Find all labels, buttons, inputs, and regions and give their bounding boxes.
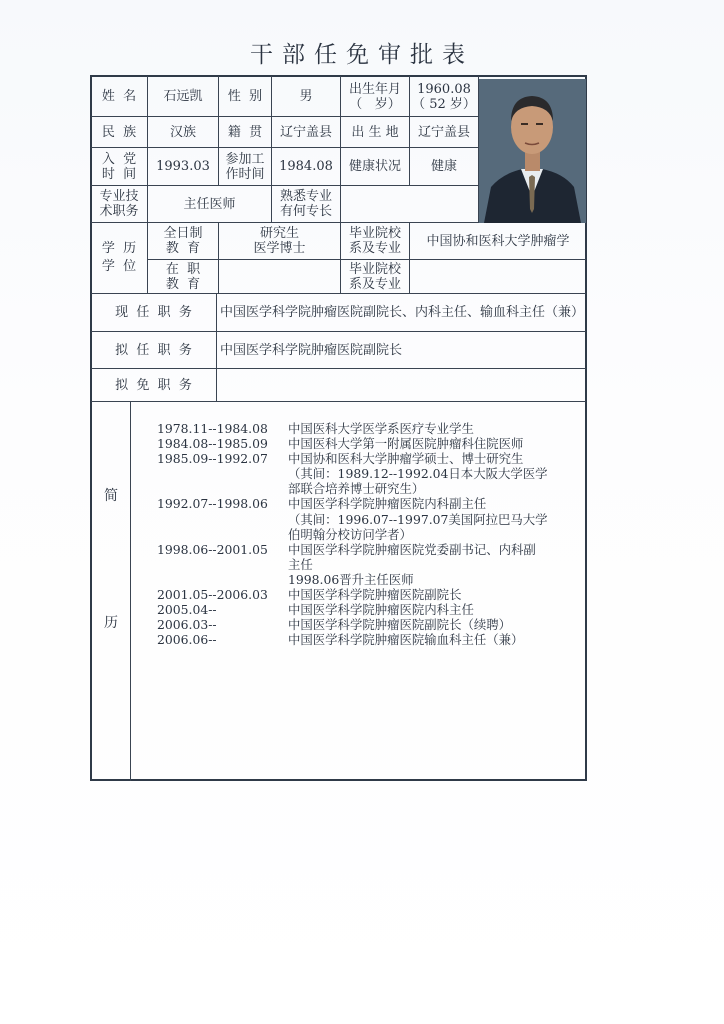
label-edu: 学 历 学 位 [101,241,137,274]
row-divider [91,401,586,402]
resume-entry [157,602,588,617]
resume-entry [157,496,588,511]
resume-text: 中国医学科学院肿瘤医院副院长（续聘） [288,617,512,633]
resume-text: 1998.06晋升主任医师 [288,571,414,587]
value-ethnicity: 汉族 [169,124,196,140]
resume-date: 2005.04-- [157,602,217,618]
resume-entry [157,587,588,602]
page-title: 干部任免审批表 [250,42,474,68]
value-name: 石远凯 [163,89,203,104]
resume-date [157,466,288,481]
resume-entry [157,632,588,647]
resume-entry [157,557,588,572]
label-birthplace: 出 生 地 [351,124,399,140]
label-name: 姓 名 [101,89,137,104]
resume-date: 1998.06--2001.05 [157,541,268,557]
value-birthplace: 辽宁盖县 [417,124,470,140]
label-party-join: 入 党 时 间 [101,151,137,182]
resume-text: 中国医科大学医学系医疗专业学生 [288,421,474,436]
resume-entry [157,481,588,496]
resume-text: 中国医学科学院肿瘤医院输血科主任（兼） [288,632,524,648]
value-remove-post [217,369,586,401]
label-gender: 性 别 [227,89,263,104]
label-school-2: 毕业院校 系及专业 [348,261,401,292]
label-resume-2: 历 [104,615,118,631]
label-ethnicity: 民 族 [101,124,137,140]
resume-date: 2006.06-- [157,632,217,648]
resume-entry [157,436,588,451]
resume-entry [157,542,588,557]
resume-date [157,512,288,527]
label-native-place: 籍 贯 [227,124,263,140]
value-native-place: 辽宁盖县 [279,124,332,140]
value-birth [410,77,478,116]
label-title-pro: 专业技 术职务 [99,189,139,219]
resume-entry [157,421,588,436]
label-birth [341,77,409,116]
label-inservice: 在 职 教 育 [165,261,201,292]
label-remove-post: 拟 免 职 务 [115,377,192,393]
resume-text: 伯明翰分校访问学者） [288,526,412,542]
value-fulltime-school: 中国协和医科大学肿瘤学 [426,233,570,249]
value-fulltime-degree: 研究生 医学博士 [253,226,306,256]
resume-date: 2001.05--2006.03 [157,587,268,603]
resume-entry [157,617,588,632]
resume-date [157,557,288,572]
resume-list [157,421,588,647]
value-expertise [341,186,478,222]
value-title-pro: 主任医师 [183,196,236,212]
resume-text: 部联合培养博士研究生） [288,481,425,497]
label-work-start: 参加工 作时间 [225,151,265,182]
value-health: 健康 [430,159,457,174]
label-health: 健康状况 [348,159,401,174]
resume-entry [157,466,588,481]
value-inservice-school [410,260,586,293]
resume-entry [157,572,588,587]
resume-entry [157,527,588,542]
resume-text: 中国医学科学院肿瘤医院内科副主任 [288,496,487,512]
resume-date: 1978.11--1984.08 [157,421,268,436]
portrait-illustration [479,79,586,223]
value-current-post: 中国医学科学院肿瘤医院副院长、内科主任、输血科主任（兼） [220,305,585,320]
value-work-start: 1984.08 [279,159,333,174]
value-gender: 男 [299,89,313,104]
label-resume-1: 简 [104,488,118,504]
label-current-post: 现 任 职 务 [115,305,192,320]
resume-entry [157,451,588,466]
portrait-photo [479,79,586,223]
label-school-1: 毕业院校 系及专业 [348,226,401,256]
resume-date [157,572,288,587]
resume-date: 1985.09--1992.07 [157,451,268,467]
label-fulltime: 全日制 教 育 [163,226,203,256]
label-expertise: 熟悉专业 有何专长 [279,189,332,219]
resume-text: 中国协和医科大学肿瘤学硕士、博士研究生 [288,451,524,467]
resume-date: 1992.07--1998.06 [157,496,268,512]
resume-text: （其间：1996.07--1997.07美国阿拉巴马大学 [288,511,548,527]
value-birth-date: 1960.08 [417,81,471,97]
value-party-join: 1993.03 [156,159,210,174]
resume-date [157,527,288,542]
value-inservice-degree [219,260,340,293]
col-divider [130,401,131,781]
resume-text: （其间：1989.12--1992.04日本大阪大学医学 [288,466,548,482]
value-proposed-post: 中国医学科学院肿瘤医院副院长 [220,342,403,358]
resume-date [157,481,288,496]
resume-text: 中国医科大学第一附属医院肿瘤科住院医师 [288,436,524,452]
resume-text: 中国医学科学院肿瘤医院副院长 [288,587,462,603]
resume-text: 中国医学科学院肿瘤医院党委副书记、内科副 [288,541,536,557]
resume-text: 中国医学科学院肿瘤医院内科主任 [288,602,474,618]
value-age: （ 52 岁） [412,96,476,112]
label-birth-age: （ 岁） [349,96,401,112]
resume-date: 1984.08--1985.09 [157,436,268,452]
label-birth-text: 出生年月 [348,81,401,97]
resume-date: 2006.03-- [157,617,217,633]
resume-entry [157,512,588,527]
resume-text: 主任 [288,556,313,572]
label-proposed-post: 拟 任 职 务 [115,342,192,358]
